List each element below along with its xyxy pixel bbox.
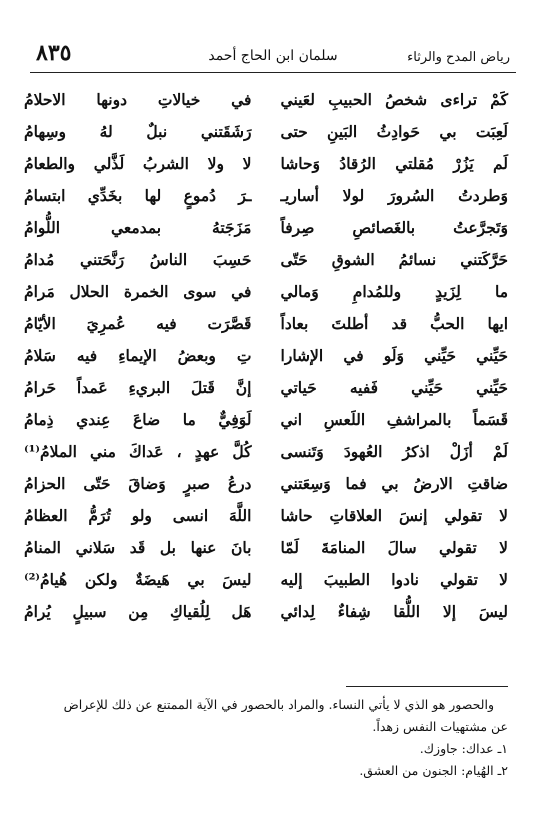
- first-hemistich: ضاقتِ الارضُ بي فما وَسِعَتني: [280, 474, 508, 493]
- first-hemistich: حَيِّني حَيِّني وَلَو في الإشارا: [280, 346, 508, 365]
- footnote-continued-line: والحصور هو الذي لا يأتي النساء. والمراد بالحصور في الآية الممتنع عن ذلك للإعراض: [63, 697, 494, 712]
- second-hemistich: كُلَّ عهدٍ ، عَداكَ مني الملامُ⁽¹⁾: [24, 442, 252, 461]
- verse-line: [24, 404, 508, 436]
- verse-line: [24, 372, 508, 404]
- verse-line: [24, 148, 508, 180]
- verse-line: [24, 500, 508, 532]
- first-hemistich: ما لِزَيدٍ وللمُدامِ وَمالي: [280, 282, 508, 301]
- second-hemistich: قَصَّرَت فيه عُمرِيَ الأيّامُ: [24, 314, 252, 333]
- header-rule: [30, 72, 516, 73]
- verse-line: [24, 84, 508, 116]
- second-hemistich: بانَ عنها بل قَد سَلاني المنامُ: [24, 538, 252, 557]
- verse-line: [24, 244, 508, 276]
- first-hemistich: كَمْ تراءى شخصُ الحبيبِ لعَيني: [280, 90, 508, 109]
- verse-line: [24, 308, 508, 340]
- first-hemistich: ايها الحبُّ قد أطلتَ بعاداً: [280, 314, 508, 333]
- footnote-rule: [346, 686, 508, 687]
- verse-line: [24, 436, 508, 468]
- poem-body: [24, 84, 508, 628]
- verse-line: [24, 340, 508, 372]
- first-hemistich: لا تقولي سالَ المنامَةَ لَمّا: [280, 538, 508, 557]
- second-hemistich: مَزَجَتهُ بمدمعي اللُّوامُ: [24, 218, 252, 237]
- first-hemistich: حَرَّكَتني نسائمُ الشوقِ حَتّى: [280, 250, 508, 269]
- second-hemistich: رَشَقَتني نبلٌ لهُ وسِهامُ: [24, 122, 252, 141]
- verse-line: [24, 468, 508, 500]
- footnotes: [24, 694, 508, 782]
- first-hemistich: لا تقولي نادوا الطبيبَ إليه: [280, 570, 508, 589]
- second-hemistich: حَسِبَ الناسُ رَنَّحَتني مُدامُ: [24, 250, 252, 269]
- second-hemistich: إنَّ قَتلَ البريءِ عَمداً حَرامُ: [24, 378, 252, 397]
- second-hemistich: لا ولا الشربُ لَذَّلي والطعامُ: [24, 154, 252, 173]
- verse-line: [24, 564, 508, 596]
- second-hemistich: ليسَ بي هَيضَةٌ ولكن هُيامُ⁽²⁾: [24, 570, 252, 589]
- first-hemistich: وَطردتُ السُرورَ لولا أساريـ: [280, 186, 508, 205]
- page-header: [36, 40, 510, 74]
- first-hemistich: حَيِّني حَيِّني فَفيه حَياتي: [280, 378, 508, 397]
- first-hemistich: لَعِبَت بي حَوادِثُ البَينِ حتى: [280, 122, 508, 141]
- verse-line: [24, 116, 508, 148]
- verse-line: [24, 276, 508, 308]
- footnote-continued-line: عن مشتهيات النفس زهداً.: [372, 719, 508, 734]
- second-hemistich: اللَّهَ انسى ولو تُرَمُّ العظامُ: [24, 506, 252, 525]
- second-hemistich: في سوى الخمرة الحلال مَرامُ: [24, 282, 252, 301]
- first-hemistich: قَسَماً بالمراشفِ اللَعسِ اني: [280, 410, 508, 429]
- second-hemistich: تِ وبعضُ الإيماءِ فيه سَلامُ: [24, 346, 252, 365]
- first-hemistich: وَتَجرَّعتُ بالغَصائصِ صِرفاً: [280, 218, 508, 237]
- footnote-2: ٢ـ الهُيام: الجنون من العشق.: [359, 763, 508, 778]
- author-name: سلمان ابن الحاج أحمد: [208, 48, 338, 64]
- verse-line: [24, 212, 508, 244]
- second-hemistich: ـرَ دُموعٍ لها بخَدِّي ابتسامُ: [24, 186, 252, 205]
- verse-line: [24, 532, 508, 564]
- first-hemistich: لا تقولي إنسَ العلاقاتِ حاشا: [280, 506, 508, 525]
- book-title: رياض المدح والرثاء: [407, 50, 510, 65]
- second-hemistich: درعُ صبرٍ وَضاقَ حَتّى الحزامُ: [24, 474, 252, 493]
- first-hemistich: لَم يَزُرْ مُقلتي الرُقادُ وَحاشا: [280, 154, 508, 173]
- footnote-1: ١ـ عداك: جاوزك.: [419, 741, 508, 756]
- first-hemistich: لَمْ أزَلْ اذكرُ العُهودَ وَتَنسى: [280, 442, 508, 461]
- verse-line: [24, 596, 508, 628]
- verse-line: [24, 180, 508, 212]
- second-hemistich: هَل لِلُقياكِ مِن سبيلٍ يُرامُ: [24, 602, 252, 621]
- page-number: ٨٣٥: [36, 40, 72, 66]
- first-hemistich: ليسَ إلا اللُّقا شِفاءٌ لِدائي: [280, 602, 508, 621]
- second-hemistich: في خيالاتِ دونها الاحلامُ: [24, 90, 252, 109]
- second-hemistich: لَوَفِيٌّ ما ضاعَ عِندي ذِمامُ: [24, 410, 252, 429]
